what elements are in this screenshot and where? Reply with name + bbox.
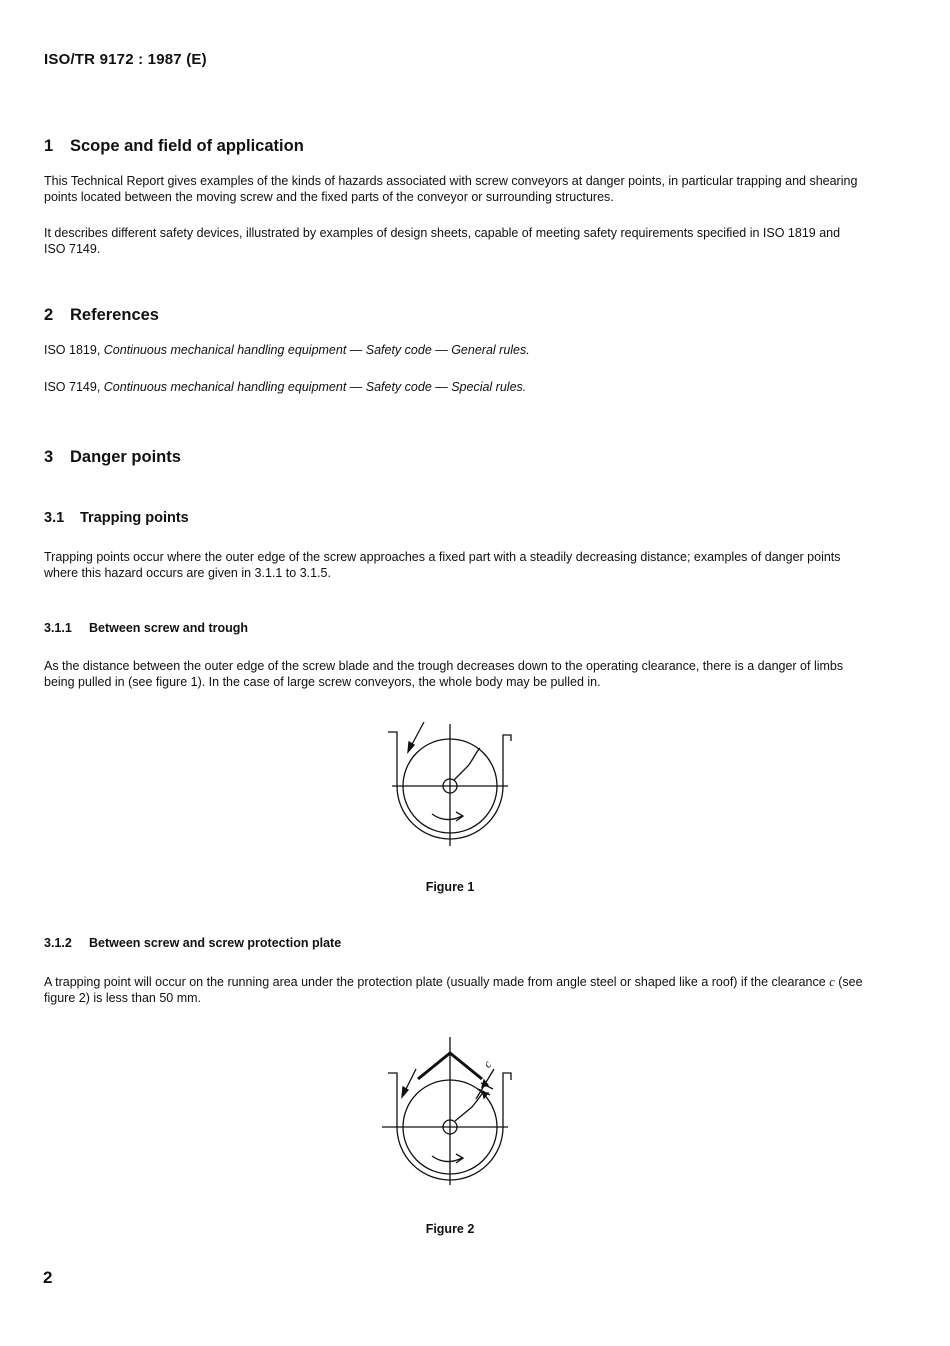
section-title: References (70, 306, 159, 324)
section-number: 3.1 (44, 510, 65, 526)
section-title: Scope and field of application (70, 137, 304, 155)
section-2-heading (44, 306, 159, 325)
trough-wall-right (503, 735, 511, 786)
blade-curve (454, 748, 480, 780)
page-number: 2 (43, 1268, 53, 1287)
clearance-variable: c (829, 975, 835, 989)
rotation-arrow (432, 814, 462, 820)
section-number: 2 (44, 306, 54, 324)
section-3-1-1-paragraph: As the distance between the outer edge of the screw blade and the trough decreases down to the operating clearance, there is a danger of limbs being pulled in (see figure 1). In the case of large screw conveyors, the whole body may be pulled in. (44, 659, 844, 689)
rotation-arrow (432, 1156, 462, 1162)
figure-2-diagram (380, 1035, 530, 1190)
section-title: Danger points (70, 448, 181, 466)
clearance-arrow-head (483, 1093, 488, 1098)
section-3-1-heading (44, 510, 189, 526)
section-3-1-paragraph: Trapping points occur where the outer edge of the screw approaches a fixed part with a steadily decreasing distance; examples of danger points where this hazard occurs are given in 3.1.1 to 3.1.5. (44, 550, 841, 580)
reference-iso-7149 (44, 380, 526, 394)
reference-title: Continuous mechanical handling equipment — Safety code — General rules. (103, 343, 530, 357)
paragraph-text: A trapping point will occur on the running area under the protection plate (usually made from angle steel or shaped like a roof) if the clearance (44, 975, 830, 989)
figure-1-diagram (380, 718, 530, 858)
section-3-heading (44, 448, 181, 467)
reference-code: ISO 7149, (44, 380, 101, 394)
section-number: 3.1.1 (44, 621, 72, 635)
section-number: 3.1.2 (44, 936, 72, 950)
section-1-paragraph-2: It describes different safety devices, illustrated by examples of design sheets, capable of meeting safety requirements specified in ISO 1819 and ISO 7149. (44, 226, 841, 256)
reference-title: Continuous mechanical handling equipment — Safety code — Special rules. (103, 380, 527, 394)
trough-wall-left (388, 732, 397, 786)
paragraph-text: (see figure 2) is less than 50 mm. (44, 975, 863, 1005)
section-1-paragraph-1: This Technical Report gives examples of the kinds of hazards associated with screw conveyors at danger points, in particular trapping and shearing points located between the moving screw and the fixed parts of the conveyor or surrounding structures. (44, 174, 858, 204)
section-3-1-2-paragraph (44, 974, 864, 1006)
section-number: 1 (44, 137, 54, 155)
blade-curve (455, 1091, 484, 1121)
section-number: 3 (44, 448, 54, 466)
section-title: Between screw and trough (89, 621, 249, 635)
section-3-1-2-heading (44, 936, 341, 950)
figure-1-caption: Figure 1 (425, 880, 475, 894)
trough-wall-left (388, 1073, 397, 1127)
document-header: ISO/TR 9172 : 1987 (E) (44, 51, 207, 68)
trapping-arrow-head (402, 1087, 408, 1097)
section-title: Trapping points (80, 510, 189, 526)
section-title: Between screw and screw protection plate (89, 936, 342, 950)
trough-wall-right (503, 1073, 511, 1127)
section-1-heading (44, 137, 304, 156)
clearance-label: c (479, 1057, 495, 1071)
reference-code: ISO 1819, (44, 343, 101, 357)
reference-iso-1819 (44, 343, 530, 357)
figure-2-caption: Figure 2 (425, 1222, 475, 1236)
section-3-1-1-heading (44, 621, 248, 635)
